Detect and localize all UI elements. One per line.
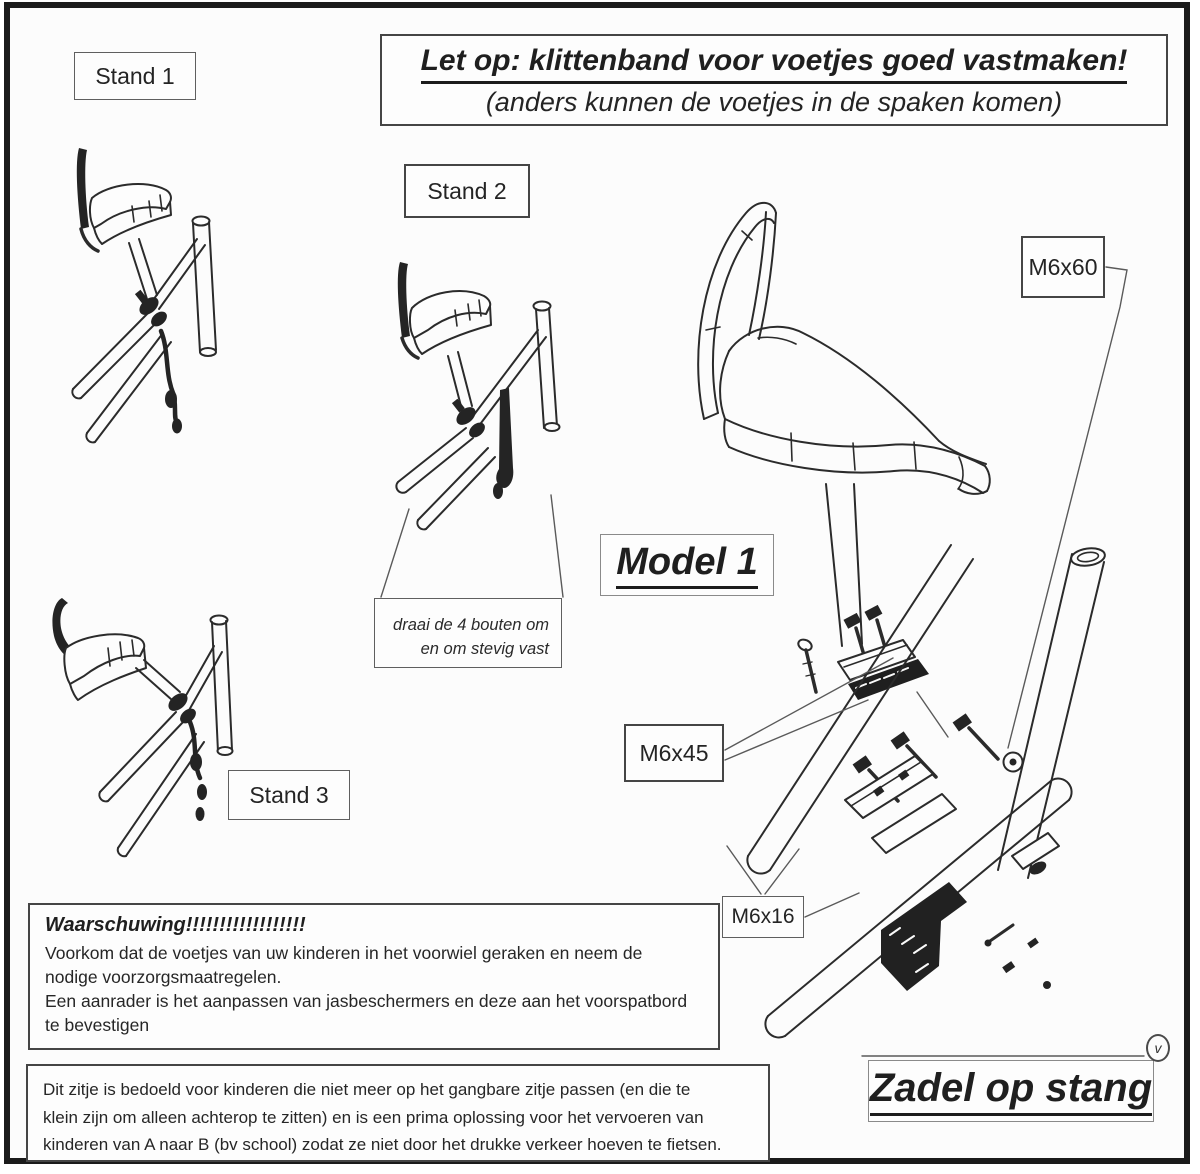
model-1-label: Model 1 (600, 534, 774, 596)
notice-subtitle: (anders kunnen de voetjes in de spaken komen) (485, 87, 1063, 118)
stand-3-drawing (52, 598, 232, 856)
description-line: kinderen van A naar B (bv school) zodat ze niet door het drukke verkeer hoeven te fietsen. (43, 1135, 722, 1155)
bolt-note-line2: en om stevig vast (420, 639, 549, 658)
warning-line: nodige voorzorgsmaatregelen. (45, 967, 282, 988)
bolt-label-m6x16: M6x16 (722, 896, 804, 938)
warning-title: Waarschuwing!!!!!!!!!!!!!!!!!! (45, 914, 306, 936)
bolt-note-line1: draai de 4 bouten om (393, 615, 549, 634)
version-mark-icon: v (1146, 1034, 1170, 1062)
description-line: Dit zitje is bedoeld voor kinderen die niet meer op het gangbare zitje passen (en die te (43, 1080, 691, 1099)
stand-2-drawing (396, 262, 559, 529)
warning-line: te bevestigen (45, 1015, 150, 1036)
page-title: Zadel op stang (868, 1060, 1154, 1122)
warning-line: Voorkom dat de voetjes van uw kinderen in het voorwiel geraken en neem de (45, 943, 643, 963)
warning-box (28, 903, 720, 1050)
model-1-drawing (698, 203, 990, 700)
stand-1-label: Stand 1 (74, 52, 196, 100)
warning-line: Een aanrader is het aanpassen van jasbeschermers en deze aan het voorspatbord (45, 991, 688, 1012)
notice-box (380, 34, 1168, 126)
description-box (26, 1064, 770, 1162)
description-line: klein zijn om alleen achterop te zitten) en is een prima oplossing voor het vervoeren van (43, 1107, 704, 1127)
notice-title: Let op: klittenband voor voetjes goed vastmaken! (421, 42, 1128, 85)
stand-3-label: Stand 3 (228, 770, 350, 820)
bolt-label-m6x60: M6x60 (1021, 236, 1105, 298)
bolt-label-m6x45: M6x45 (624, 724, 724, 782)
bolt-tightening-note (374, 598, 562, 668)
stand-1-drawing (72, 148, 216, 442)
stand-2-label: Stand 2 (404, 164, 530, 218)
frame-clamp-drawing (747, 545, 1106, 1037)
